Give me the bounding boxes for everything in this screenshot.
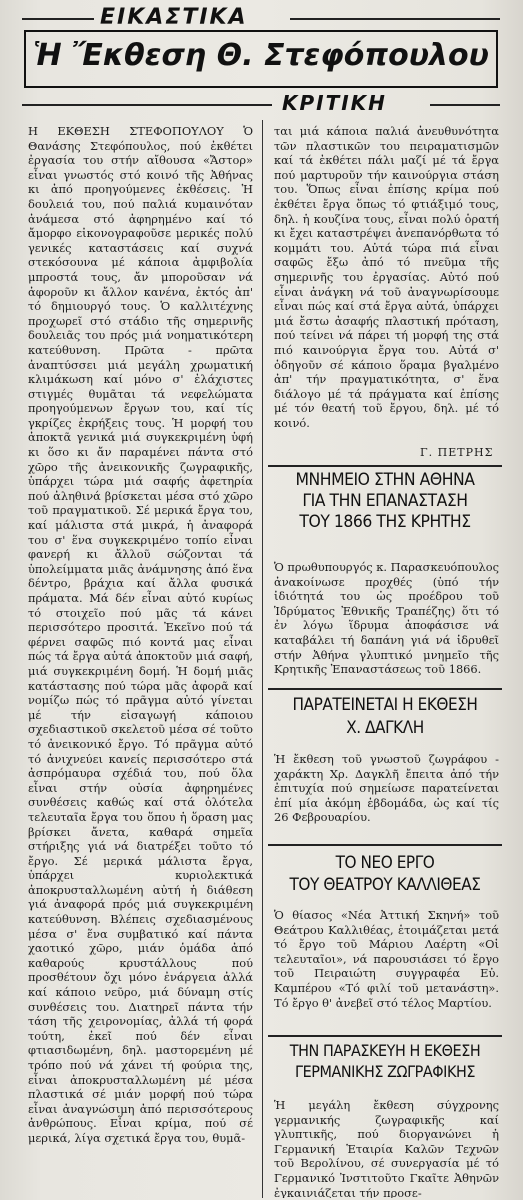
review-text-part-2: ται μιά κάποια παλιά ἀνευθυνότητα τῶν πλαστικῶν του πειραματισμῶν καί τά ἐκθέτει πάλι μαζί μέ τά ἔργα πού μαρτυροῦν τήν καινούργια στάση του. Ὅπως εἶναι ἐπίσης κρίμα πού ἐκθέτει ἔργα ὅπως τό φτιάξιμό τους, δηλ. ἡ κουζίνα τους, εἶναι πολύ ὁρατή κι ἔχει καταστρέψει ἀνεπανόρθωτα τό κομμάτι του. Αὐτά τώρα πιά εἶναι σαφῶς ἔξω ἀπό τό πνεῦμα τῆς σημερινῆς του ἐργασίας. Αὐτό πού εἶναι ἀνάγκη νά τοῦ ἀναγνωρίσουμε εἶναι πώς καί στά ἔργα αὐτά, ὑπάρχει μιά ἔστω ἀσαφής πλαστική πρόταση, πού τείνει νά πάρει τή μορφή της στά πιό καινούργια ἔργα του. Αὐτά σ' ὁδηγοῦν σέ κάποιο ὅραμα βγαλμένο ἀπ' τήν πραγματικότητα, σ' ἕνα διάλογο μέ τά πράγματα καί ἐπίσης μέ τόν θεατή τοῦ ἔργου, δηλ. μέ τό κοινό. [274,124,499,430]
article-divider [268,688,502,690]
kritiki-rule-left [22,104,272,106]
article-text-german-exhibition: Ἡ μεγάλη ἔκθεση σύγχρονης γερμανικής ζωγραφικῆς καί γλυπτικῆς, πού διοργανώνει ἡ Γερμανική Ἑταιρία Καλῶν Τεχνῶν τοῦ Βερολίνου, σέ συνεργασία μέ τό Γερμανικό Ἰνστιτοῦτο Γκαῖτε Ἀθηνῶν ἐγκαινιάζεται τήν προσε- [274,1098,499,1198]
article-body-monument [274,560,499,680]
review-column-1 [28,124,253,1194]
article-headline-german-exhibition: ΤΗΝ ΠΑΡΑΣΚΕΥΗ Η ΕΚΘΕΣΗ ΓΕΡΜΑΝΙΚΗΣ ΖΩΓΡΑΦΙΚΗΣ [289,1041,481,1081]
article-divider [268,844,502,846]
column-divider [262,120,263,1198]
article-divider [268,465,502,467]
article-body-theatre [274,908,499,1028]
article-body-german-exhibition [274,1098,499,1198]
article-text-monument: Ὁ πρωθυπουργός κ. Παρασκευόπουλος ἀνακοίνωσε προχθές (ὑπό τήν ἰδιότητά του ὡς προέδρου τοῦ Ἱδρύματος Ἐθνικῆς Τραπέζης) ὅτι τό ἐν λόγω ἵδρυμα ἀποφάσισε νά καταβάλει τή δαπάνη γιά νά ἱδρυθεῖ στήν Ἀθήνα γλυπτικό μνημεῖο τῆς Κρητικῆς Ἐπαναστάσεως τοῦ 1866. [274,560,499,677]
review-column-2 [274,124,499,430]
article-body-dagklis [274,752,499,842]
section-title: ΕΙΚΑΣΤΙΚΑ [100,5,248,30]
article-text-theatre: Ὁ θίασος «Νέα Ἀττική Σκηνή» τοῦ Θεάτρου Καλλιθέας, ἑτοιμάζεται μετά τό ἔργο τοῦ Μάριου Λαέρτη «Οἱ τελευταῖοι», νά παρουσιάσει τό ἔργο τοῦ Πειραιώτη συγγραφέα Εὐ. Καμπέρου «Τό φιλί τοῦ μετανάστη». Τό ἔργο θ' ἀνεβεῖ στό τέλος Μαρτίου. [274,908,499,1010]
header-rule-right [290,18,500,20]
review-signature: Γ. ΠΕΤΡΗΣ [420,446,494,459]
article-headline-theatre: ΤΟ ΝΕΟ ΕΡΓΟ ΤΟΥ ΘΕΑΤΡΟΥ ΚΑΛΛΙΘΕΑΣ [289,853,481,895]
article-headline-dagklis: ΠΑΡΑΤΕΙΝΕΤΑΙ Η ΕΚΘΕΣΗ Χ. ΔΑΓΚΛΗ [292,695,478,738]
article-divider [268,1035,502,1037]
article-headline-monument: ΜΝΗΜΕΙΟ ΣΤΗΝ ΑΘΗΝΑ ΓΙΑ ΤΗΝ ΕΠΑΝΑΣΤΑΣΗ ΤΟΥ 1866 ΤΗΣ ΚΡΗΤΗΣ [295,470,475,532]
section-subtitle: ΚΡΙΤΙΚΗ [282,91,387,115]
banner-title: Ἡ Ἔκθεση Θ. Στεφόπουλου [33,38,489,73]
header-rule-left [22,18,94,20]
kritiki-rule-right [430,104,500,106]
review-text-part-1: Η ΕΚΘΕΣΗ ΣΤΕΦΟΠΟΥΛΟΥ Ὁ Θανάσης Στεφόπουλος, πού ἐκθέτει ἐργασία του στήν αἴθουσα «Ἄστορ» εἶναι γνωστός στό κοινό τῆς Ἀθήνας κι ἀπό προηγούμενες ἐκθέσεις. Ἡ δουλειά του, πού παλιά κυμαινόταν ἀνάμεσα στό ἀφηρημένο καί τό ἄμορφο εἰκονογραφοῦσε μερικές πολύ γενικές καταστάσεις καί συχνά στεκόσουνα μέ κάποια ἀμφιβολία μπροστά τους, ἄν μποροῦσαν νά ἀφοροῦν κι ἄλλον κανένα, ἐκτός ἀπ' τό δημιουργό τους. Ὁ καλλιτέχνης προχωρεῖ στό στάδιο τῆς σημερινῆς δουλειᾶς του πρός μιά νοηματικότερη κατεύθυνση. Πρῶτα - πρῶτα ἀναπτύσσει μιά μεγάλη χρωματική κλιμάκωση καί μόνο σ' ἐλάχιστες στιγμές θυμᾶται τά νεφελώματα προηγούμενων ἔργων του, καί τίς γκρίζες ἐκρήξεις τους. Ἡ μορφή του ἀποκτᾶ γενικά μιά συγκεκριμένη ὑφή κι ὅσο κι ἄν παραμένει πάντα στό χῶρο τῆς ἀνεικονικῆς ζωγραφικῆς, ὑπάρχει τώρα μιά σαφής ἀφετηρία πού ἀληθινά βρίσκεται μέσα στό χῶρο τοῦ πραγματικοῦ. Σέ μερικά ἔργα του, καί μάλιστα στά μικρά, ἡ ἀναφορά του σ' ἕνα συγκεκριμένο τοπίο εἶναι φανερή κι ἄλλοῦ σώζονται τά ὑπολείμματα μιᾶς ἀνάμνησης ἀπό ἕνα δέντρο, βράχια καί ἄλλα φυσικά πράματα. Μά δέν εἶναι αὐτό κυρίως τό στοιχεῖο πού μᾶς τά κάνει περισσότερο προσιτά. Ἐκεῖνο πού τά φέρνει σαφῶς πιό κοντά μας εἶναι πώς τά ἔργα αὐτά ἀποκτοῦν μιά σαφή, μιά συγκεκριμένη δομή. Ἡ δομή μιᾶς κατάστασης πού τώρα μᾶς ἀφορᾶ καί νομίζω πώς τό πρᾶγμα αὐτό γίνεται μέ τήν εἰσαγωγή κάποιου σχεδιαστικοῦ σκελετοῦ μέσα σέ τοῦτο τό ἀνεικονικό ἔργο. Τό πρᾶγμα αὐτό τό ἀνιχνεύει κανείς περισσότερο στά ἀσπρόμαυρα σχέδιά του, πού ὅλα εἶναι στήν οὐσία ἀφηρημένες συνθέσεις καθώς καί στά ὁλότελα τελευταῖα ἔργα του ὅπου ἡ ὅραση μας βρίσκει ἄνετα, καθαρά σημεῖα στήριξης γιά νά διατρέξει τοῦτο τό ἔργο. Σέ μερικά μάλιστα ἔργα, ὑπάρχει κυριολεκτικά ἀποκρυσταλλωμένη αὐτή ἡ διάθεση γιά ἀναφορά πρός μιά συγκεκριμένη κατεύθυνση. Βλέπεις σχεδιασμένους μέσα σ' ἕνα συμβατικό καί πάντα χαοτικό χῶρο, μιάν ὁμάδα ἀπό καθαρούς κρυστάλλους πού προσθέτουν ὄχι μόνο ἐνάργεια ἀλλά καί κάποιο νεῦρο, μιά δύναμη στίς συνθέσεις του. Διατηρεῖ πάντα τήν τάση τῆς χειρονομίας, ἀλλά τή φορά τούτη, ἐκεῖ πού δέν εἶναι φτιασιδωμένη, δηλ. μαστορεμένη μέ τρόπο πού νά χάνει τή φούρια της, εἶναι ἀποκρυσταλλωμένη μέ μέσα πλαστικά σέ μιάν μορφή πού τώρα εἶναι ἀναγνώσιμη ἀπό περισσότερους ἀνθρώπους. Εἶναι κρίμα, πού σέ μερικά, λίγα σχετικά ἔργα του, θυμᾶ- [28,124,253,1145]
article-text-dagklis: Ἡ ἔκθεση τοῦ γνωστοῦ ζωγράφου - χαράκτη Χρ. Δαγκλῆ ἔπειτα ἀπό τήν ἐπιτυχία πού σημείωσε παρατείνεται ἐπί μία ἀκόμη ἑβδομάδα, ὡς καί τίς 26 Φεβρουαρίου. [274,752,499,825]
headline-banner [24,30,498,88]
